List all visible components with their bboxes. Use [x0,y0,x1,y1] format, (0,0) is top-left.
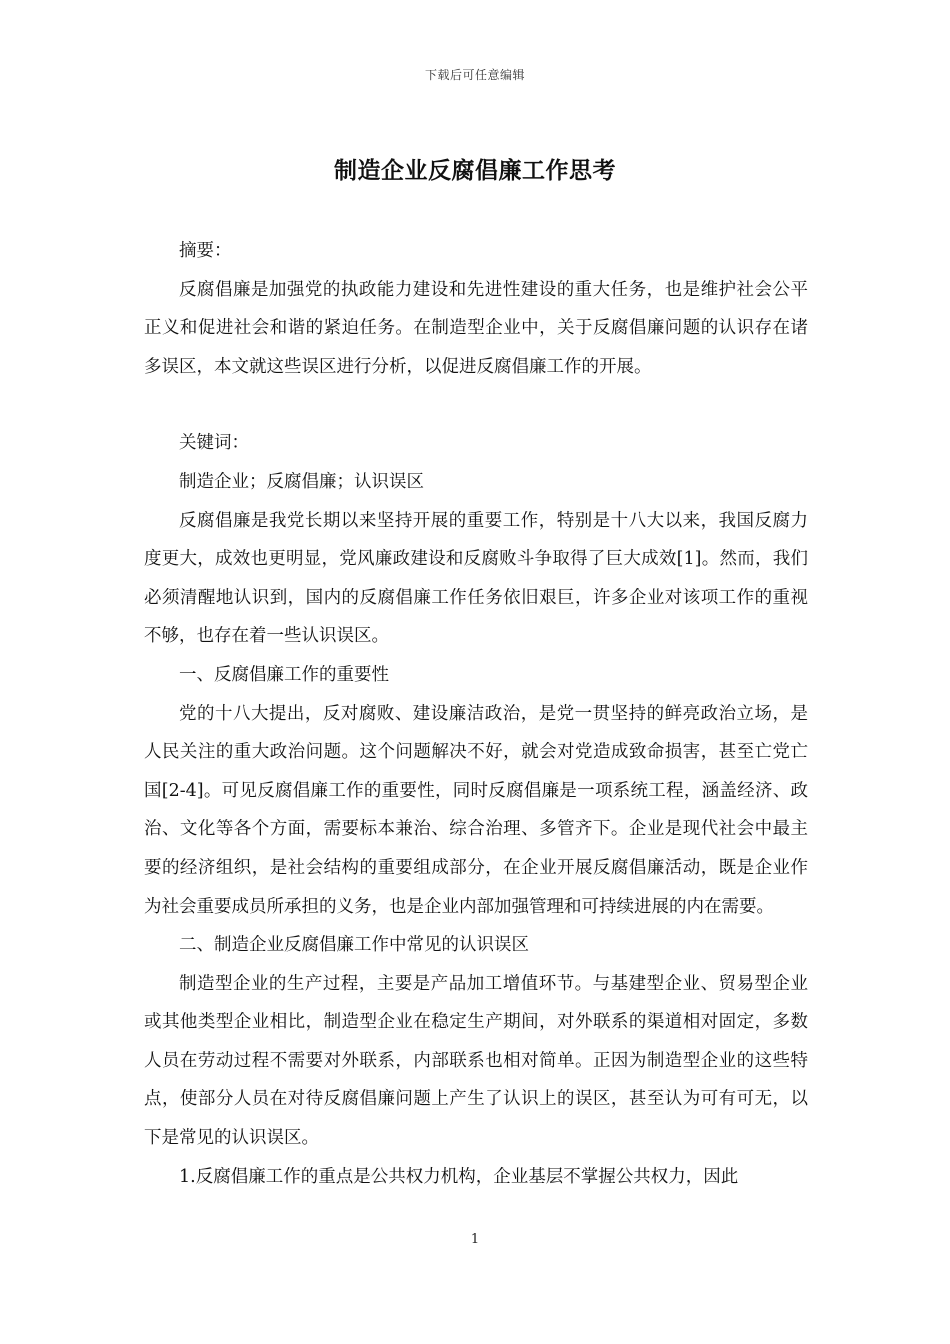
section1-paragraph: 党的十八大提出，反对腐败、建设廉洁政治，是党一贯坚持的鲜亮政治立场，是人民关注的重大政治问题。这个问题解决不好，就会对党造成致命损害，甚至亡党亡国[2-4]。可见反腐倡廉工作的重要性，同时反腐倡廉是一项系统工程，涵盖经济、政治、文化等各个方面，需要标本兼治、综合治理、多管齐下。企业是现代社会中最主要的经济组织，是社会结构的重要组成部分，在企业开展反腐倡廉活动，既是企业作为社会重要成员所承担的义务，也是企业内部加强管理和可持续进展的内在需要。 [144,703,808,917]
section1-heading: 一、反腐倡廉工作的重要性 [179,664,389,685]
intro-paragraph: 反腐倡廉是我党长期以来坚持开展的重要工作，特别是十八大以来，我国反腐力度更大，成效也更明显，党风廉政建设和反腐败斗争取得了巨大成效[1]。然而，我们必须清醒地认识到，国内的反腐倡廉工作任务依旧艰巨，许多企业对该项工作的重视不够，也存在着一些认识误区。 [144,510,808,647]
blank-line [144,386,808,424]
document-body [144,232,808,1196]
point1-paragraph: 1.反腐倡廉工作的重点是公共权力机构，企业基层不掌握公共权力，因此 [179,1166,739,1187]
abstract-label: 摘要： [179,241,232,261]
keywords-label: 关键词： [179,433,249,454]
page-number: 1 [470,1232,480,1247]
section2-paragraph: 制造型企业的生产过程，主要是产品加工增值环节。与基建型企业、贸易型企业或其他类型企业相比，制造型企业在稳定生产期间，对外联系的渠道相对固定，多数人员在劳动过程不需要对外联系，内部联系也相对简单。正因为制造型企业的这些特点，使部分人员在对待反腐倡廉问题上产生了认识上的误区，甚至认为可有可无，以下是常见的认识误区。 [144,973,808,1149]
document-title: 制造企业反腐倡廉工作思考 [334,157,616,184]
section2-heading: 二、制造企业反腐倡廉工作中常见的认识误区 [179,935,529,956]
keywords-paragraph: 制造企业；反腐倡廉；认识误区 [179,471,424,492]
abstract-paragraph: 反腐倡廉是加强党的执政能力建设和先进性建设的重大任务，也是维护社会公平正义和促进社会和谐的紧迫任务。在制造型企业中，关于反腐倡廉问题的认识存在诸多误区，本文就这些误区进行分析，以促进反腐倡廉工作的开展。 [144,279,808,377]
page-header-note: 下载后可任意编辑 [424,68,525,82]
